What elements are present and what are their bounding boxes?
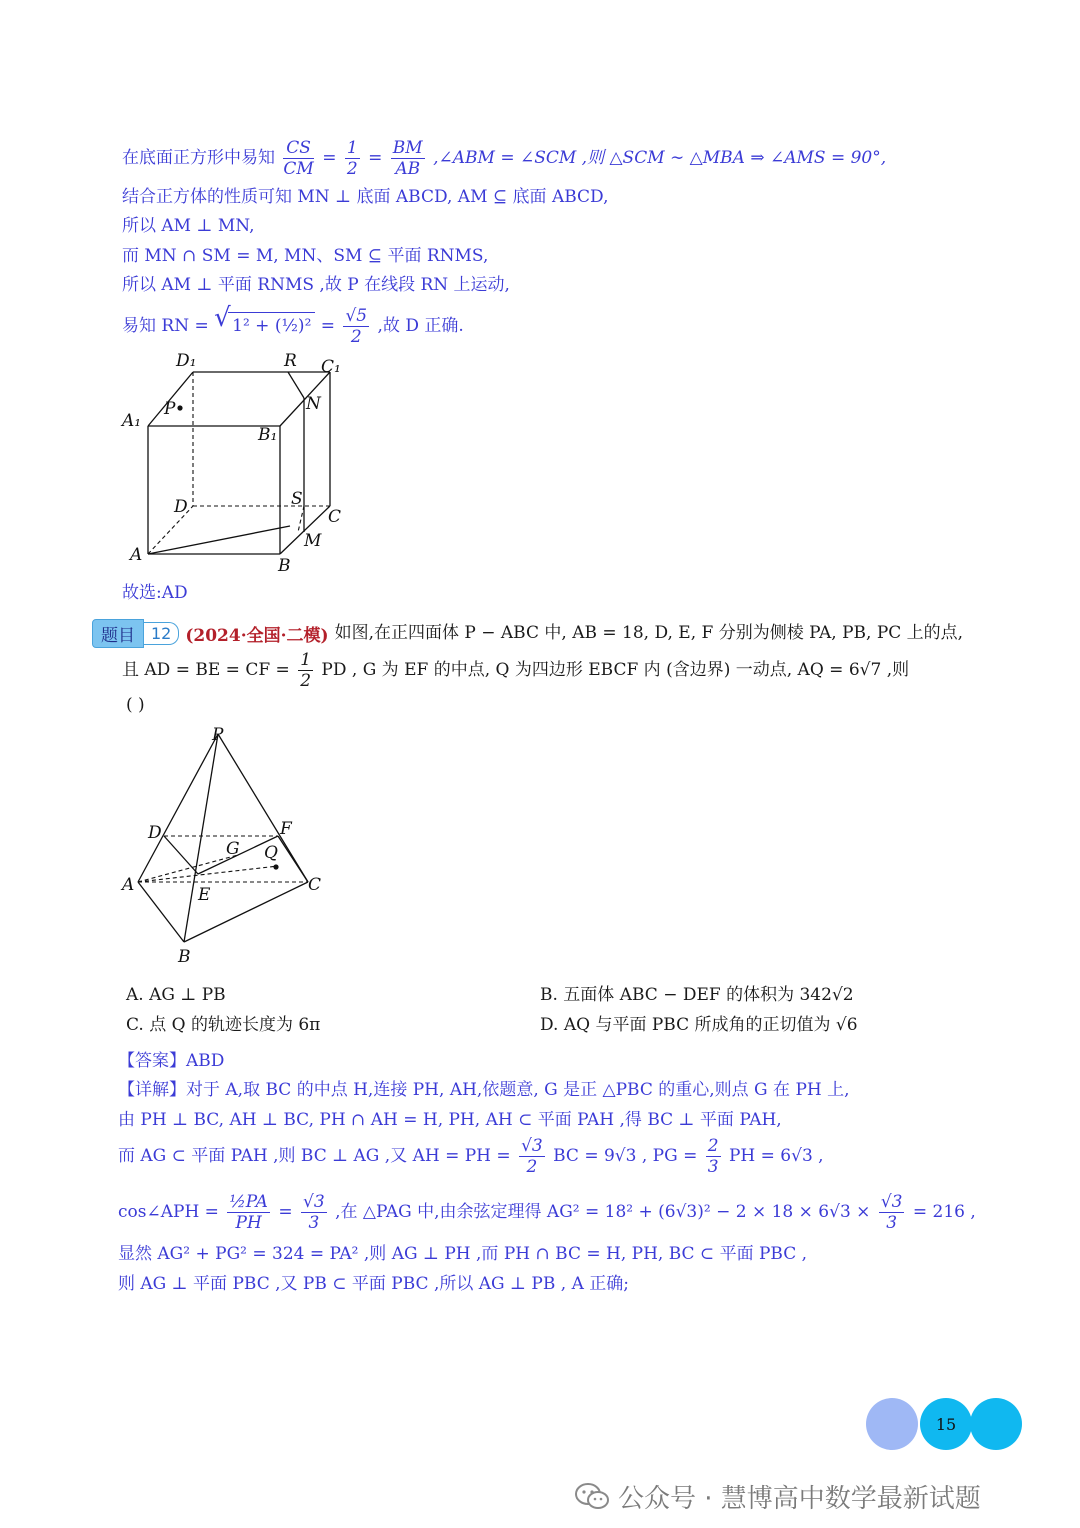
solution-line-1: 在底面正方形中易知 $\frac{CS}{CM}$ = $\frac{1}{2}$ = $\frac{BM}{AB}$ ,∠ABM = ∠SCM ,则 △SCM ∼ △MBA ⇒ ∠AMS = 90°, <box>122 138 887 179</box>
option-a: A. AG ⊥ PB <box>126 985 226 1005</box>
question-line-2 <box>122 650 909 691</box>
page-circle-left <box>866 1398 918 1450</box>
label-C1: C₁ <box>321 357 341 377</box>
detail-line-2: 由 PH ⊥ BC, AH ⊥ BC, PH ∩ AH = H, PH, AH ⊂ 平面 PAH ,得 BC ⊥ 平面 PAH, <box>118 1110 782 1130</box>
answer-choice: 故选:AD <box>122 583 188 603</box>
detail-text: cos∠APH = <box>118 1202 219 1222</box>
equals-sign: = <box>278 1202 293 1222</box>
question-source: (2024·全国·二模) <box>185 625 329 646</box>
label-B1: B₁ <box>258 425 278 445</box>
fraction-root5-2: $\frac{√5}{2}$ <box>345 306 368 347</box>
question-text: PD , G 为 EF 的中点, Q 为四边形 EBCF 内 (含边界) 一动点, AQ = 6√7 ,则 <box>321 660 910 680</box>
page-circle-right <box>970 1398 1022 1450</box>
label-C: C <box>328 507 342 527</box>
answer-bracket: ( ) <box>126 695 145 715</box>
fraction-root3-2: $\frac{√3}{2}$ <box>521 1136 543 1177</box>
solution-text: ,故 D 正确. <box>377 316 464 336</box>
sqrt-expression: √ 1² + (½)² <box>228 312 315 337</box>
label-R: R <box>284 351 297 371</box>
fraction-one-half: $\frac{1}{2}$ <box>346 138 358 179</box>
question-line-1: 如图,在正四面体 P − ABC 中, AB = 18, D, E, F 分别为侧棱 PA, PB, PC 上的点, <box>334 623 964 643</box>
solution-text: ,∠ABM = ∠SCM ,则 △SCM ∼ △MBA ⇒ ∠AMS = 90°, <box>433 148 887 168</box>
solution-text: 易知 RN = <box>122 316 209 336</box>
detail-text: PH = 6√3 , <box>728 1146 824 1166</box>
detail-text: ,在 △PAG 中,由余弦定理得 AG² = 18² + (6√3)² − 2 × 18 × 6√3 × <box>335 1202 871 1222</box>
label-C: C <box>308 875 322 895</box>
detail-line-6: 则 AG ⊥ 平面 PBC ,又 PB ⊂ 平面 PBC ,所以 AG ⊥ PB , A 正确; <box>118 1274 629 1294</box>
label-P: P <box>212 725 224 745</box>
label-E: E <box>198 885 211 905</box>
label-A: A <box>130 545 143 565</box>
question-tag <box>92 620 963 646</box>
question-text: 且 AD = BE = CF = <box>122 660 290 680</box>
fraction-cs-cm: $\frac{CS}{CM}$ <box>283 138 314 179</box>
label-B: B <box>278 556 291 576</box>
label-M: M <box>304 531 322 551</box>
label-F: F <box>280 819 292 839</box>
label-A1: A₁ <box>122 411 142 431</box>
answer-label: 【答案】ABD <box>118 1051 225 1071</box>
fraction-half: $\frac{1}{2}$ <box>300 650 312 691</box>
page-number: 15 <box>935 1414 957 1434</box>
solution-line-6 <box>122 303 464 347</box>
equals-sign: = <box>320 316 336 336</box>
solution-line-2: 结合正方体的性质可知 MN ⊥ 底面 ABCD, AM ⊆ 底面 ABCD, <box>122 187 609 207</box>
watermark-text: 公众号 · 慧博高中数学最新试题 <box>618 1484 981 1514</box>
label-G: G <box>226 839 240 859</box>
option-c: C. 点 Q 的轨迹长度为 6π <box>126 1015 321 1035</box>
cube-figure <box>118 346 358 578</box>
solution-line-4: 而 MN ∩ SM = M, MN、SM ⊆ 平面 RNMS, <box>122 246 489 266</box>
label-D: D <box>174 497 188 517</box>
detail-line-3 <box>118 1136 824 1177</box>
watermark <box>574 1478 981 1515</box>
detail-line-5: 显然 AG² + PG² = 324 = PA² ,则 AG ⊥ PH ,而 PH ∩ BC = H, PH, BC ⊂ 平面 PBC , <box>118 1244 808 1264</box>
fraction-2-3: $\frac{2}{3}$ <box>707 1136 719 1177</box>
solution-line-3: 所以 AM ⊥ MN, <box>122 216 255 236</box>
detail-text: BC = 9√3 , PG = <box>553 1146 698 1166</box>
detail-line-4 <box>118 1192 976 1233</box>
option-d: D. AQ 与平面 PBC 所成角的正切值为 √6 <box>540 1015 858 1035</box>
fraction-halfpa-ph: $\frac{\text{½PA}}{PH}$ <box>229 1192 268 1233</box>
page-circle-middle <box>920 1398 972 1450</box>
option-b: B. 五面体 ABC − DEF 的体积为 342√2 <box>540 985 854 1005</box>
label-A: A <box>122 875 135 895</box>
label-P: P <box>164 399 176 419</box>
label-D: D <box>148 823 162 843</box>
label-N: N <box>306 394 321 414</box>
solution-text: 在底面正方形中易知 <box>122 148 275 168</box>
fraction-root3-3: $\frac{√3}{3}$ <box>303 1192 325 1233</box>
fraction-root3-3-b: $\frac{√3}{3}$ <box>880 1192 903 1233</box>
question-number: 12 <box>144 622 179 645</box>
question-label: 题目 <box>92 619 144 648</box>
label-S: S <box>291 489 303 509</box>
wechat-icon <box>574 1482 610 1512</box>
detail-text: 而 AG ⊂ 平面 PAH ,则 BC ⊥ AG ,又 AH = PH = <box>118 1146 511 1166</box>
detail-line-1: 【详解】对于 A,取 BC 的中点 H,连接 PH, AH,依题意, G 是正 △PBC 的重心,则点 G 在 PH 上, <box>118 1080 850 1100</box>
solution-line-5: 所以 AM ⊥ 平面 RNMS ,故 P 在线段 RN 上运动, <box>122 275 510 295</box>
fraction-bm-ab: $\frac{BM}{AB}$ <box>392 138 423 179</box>
tetrahedron-figure <box>118 724 338 974</box>
detail-text: = 216 , <box>912 1202 976 1222</box>
label-D1: D₁ <box>176 351 197 371</box>
sqrt-radicand: 1² + (½)² <box>232 316 312 336</box>
label-Q: Q <box>264 843 278 863</box>
label-B: B <box>178 947 191 967</box>
